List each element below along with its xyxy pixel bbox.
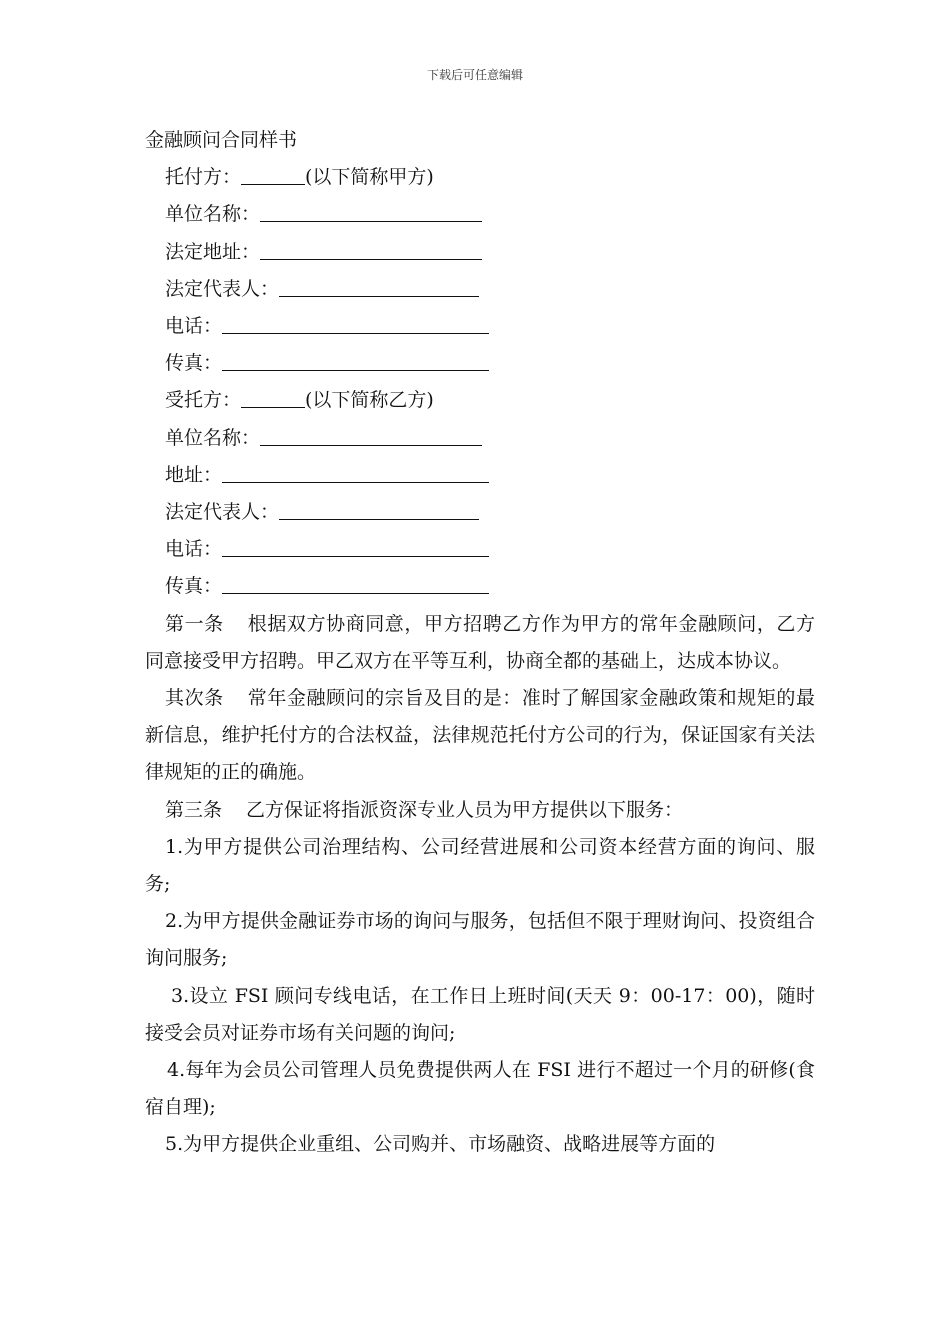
article-text: 常年金融顾问的宗旨及目的是：准时了解国家金融政策和规矩的最新信息，维护托付方的合法权益，法律规范托付方公司的行为，保证国家有关法律规矩的正的确施。 [145, 687, 815, 784]
field-blank [260, 237, 482, 260]
article-number: 其次条 [165, 687, 224, 710]
field-blank [279, 274, 479, 297]
party-b-field-fax [145, 568, 815, 605]
party-b-field-phone [145, 531, 815, 568]
field-blank [279, 497, 479, 520]
field-label: 法定代表人： [165, 501, 280, 524]
party-a-field-phone [145, 308, 815, 345]
field-label: 电话： [165, 538, 223, 561]
field-label: 单位名称： [165, 203, 261, 226]
party-b-blank [241, 385, 305, 408]
party-b-field-unit-name [145, 420, 815, 457]
field-label: 单位名称： [165, 426, 261, 449]
party-b-suffix: (以下简称乙方) [305, 389, 434, 412]
field-label: 传真： [165, 352, 223, 375]
party-a-field-legal-rep [145, 271, 815, 308]
field-label: 电话： [165, 315, 223, 338]
field-blank [222, 311, 489, 334]
article-2 [145, 680, 815, 792]
service-item-2: 2.为甲方提供金融证券市场的询问与服务，包括但不限于理财询问、投资组合询问服务; [145, 910, 815, 970]
field-blank [222, 348, 489, 371]
party-a-field-fax [145, 345, 815, 382]
service-item-3: 3.设立 FSI 顾问专线电话，在工作日上班时间(天天 9：00-17：00)，随时接受会员对证券市场有关问题的询问; [145, 984, 815, 1044]
party-a-blank [241, 162, 305, 185]
article-number: 第三条 [165, 798, 223, 821]
party-a-suffix: (以下简称甲方) [305, 166, 434, 189]
contract-title: 金融顾问合同样书 [145, 129, 298, 151]
field-blank [222, 534, 489, 557]
service-item-4: 4.每年为会员公司管理人员免费提供两人在 FSI 进行不超过一个月的研修(食宿自理); [145, 1059, 815, 1119]
article-text: 根据双方协商同意，甲方招聘乙方作为甲方的常年金融顾问，乙方同意接受甲方招聘。甲乙双方在平等互利，协商全都的基础上，达成本协议。 [145, 612, 815, 672]
article-3 [145, 792, 815, 829]
party-a-line [145, 159, 466, 196]
party-b-label: 受托方： [165, 389, 242, 412]
field-blank [222, 571, 489, 594]
field-label: 地址： [165, 463, 223, 486]
field-blank [260, 199, 482, 222]
article-1 [145, 606, 815, 680]
field-label: 法定地址： [165, 240, 261, 263]
field-label: 传真： [165, 575, 223, 598]
field-blank [222, 460, 489, 483]
party-a-field-unit-name [145, 196, 815, 233]
article-text: 乙方保证将指派资深专业人员为甲方提供以下服务： [246, 798, 684, 821]
party-b-line [145, 382, 815, 419]
party-a-label: 托付方： [165, 166, 242, 189]
party-b-field-legal-rep [145, 494, 815, 531]
article-number: 第一条 [165, 612, 224, 635]
party-a-field-legal-address [145, 234, 815, 271]
field-blank [260, 423, 482, 446]
service-item-5: 5.为甲方提供企业重组、公司购并、市场融资、战略进展等方面的 [165, 1133, 716, 1156]
service-item-1: 1.为甲方提供公司治理结构、公司经营进展和公司资本经营方面的询问、服务; [145, 835, 815, 896]
contract-body [145, 122, 815, 1164]
field-label: 法定代表人： [165, 277, 280, 300]
page-header: 下载后可任意编辑 [426, 68, 523, 82]
party-b-field-address [145, 457, 815, 494]
